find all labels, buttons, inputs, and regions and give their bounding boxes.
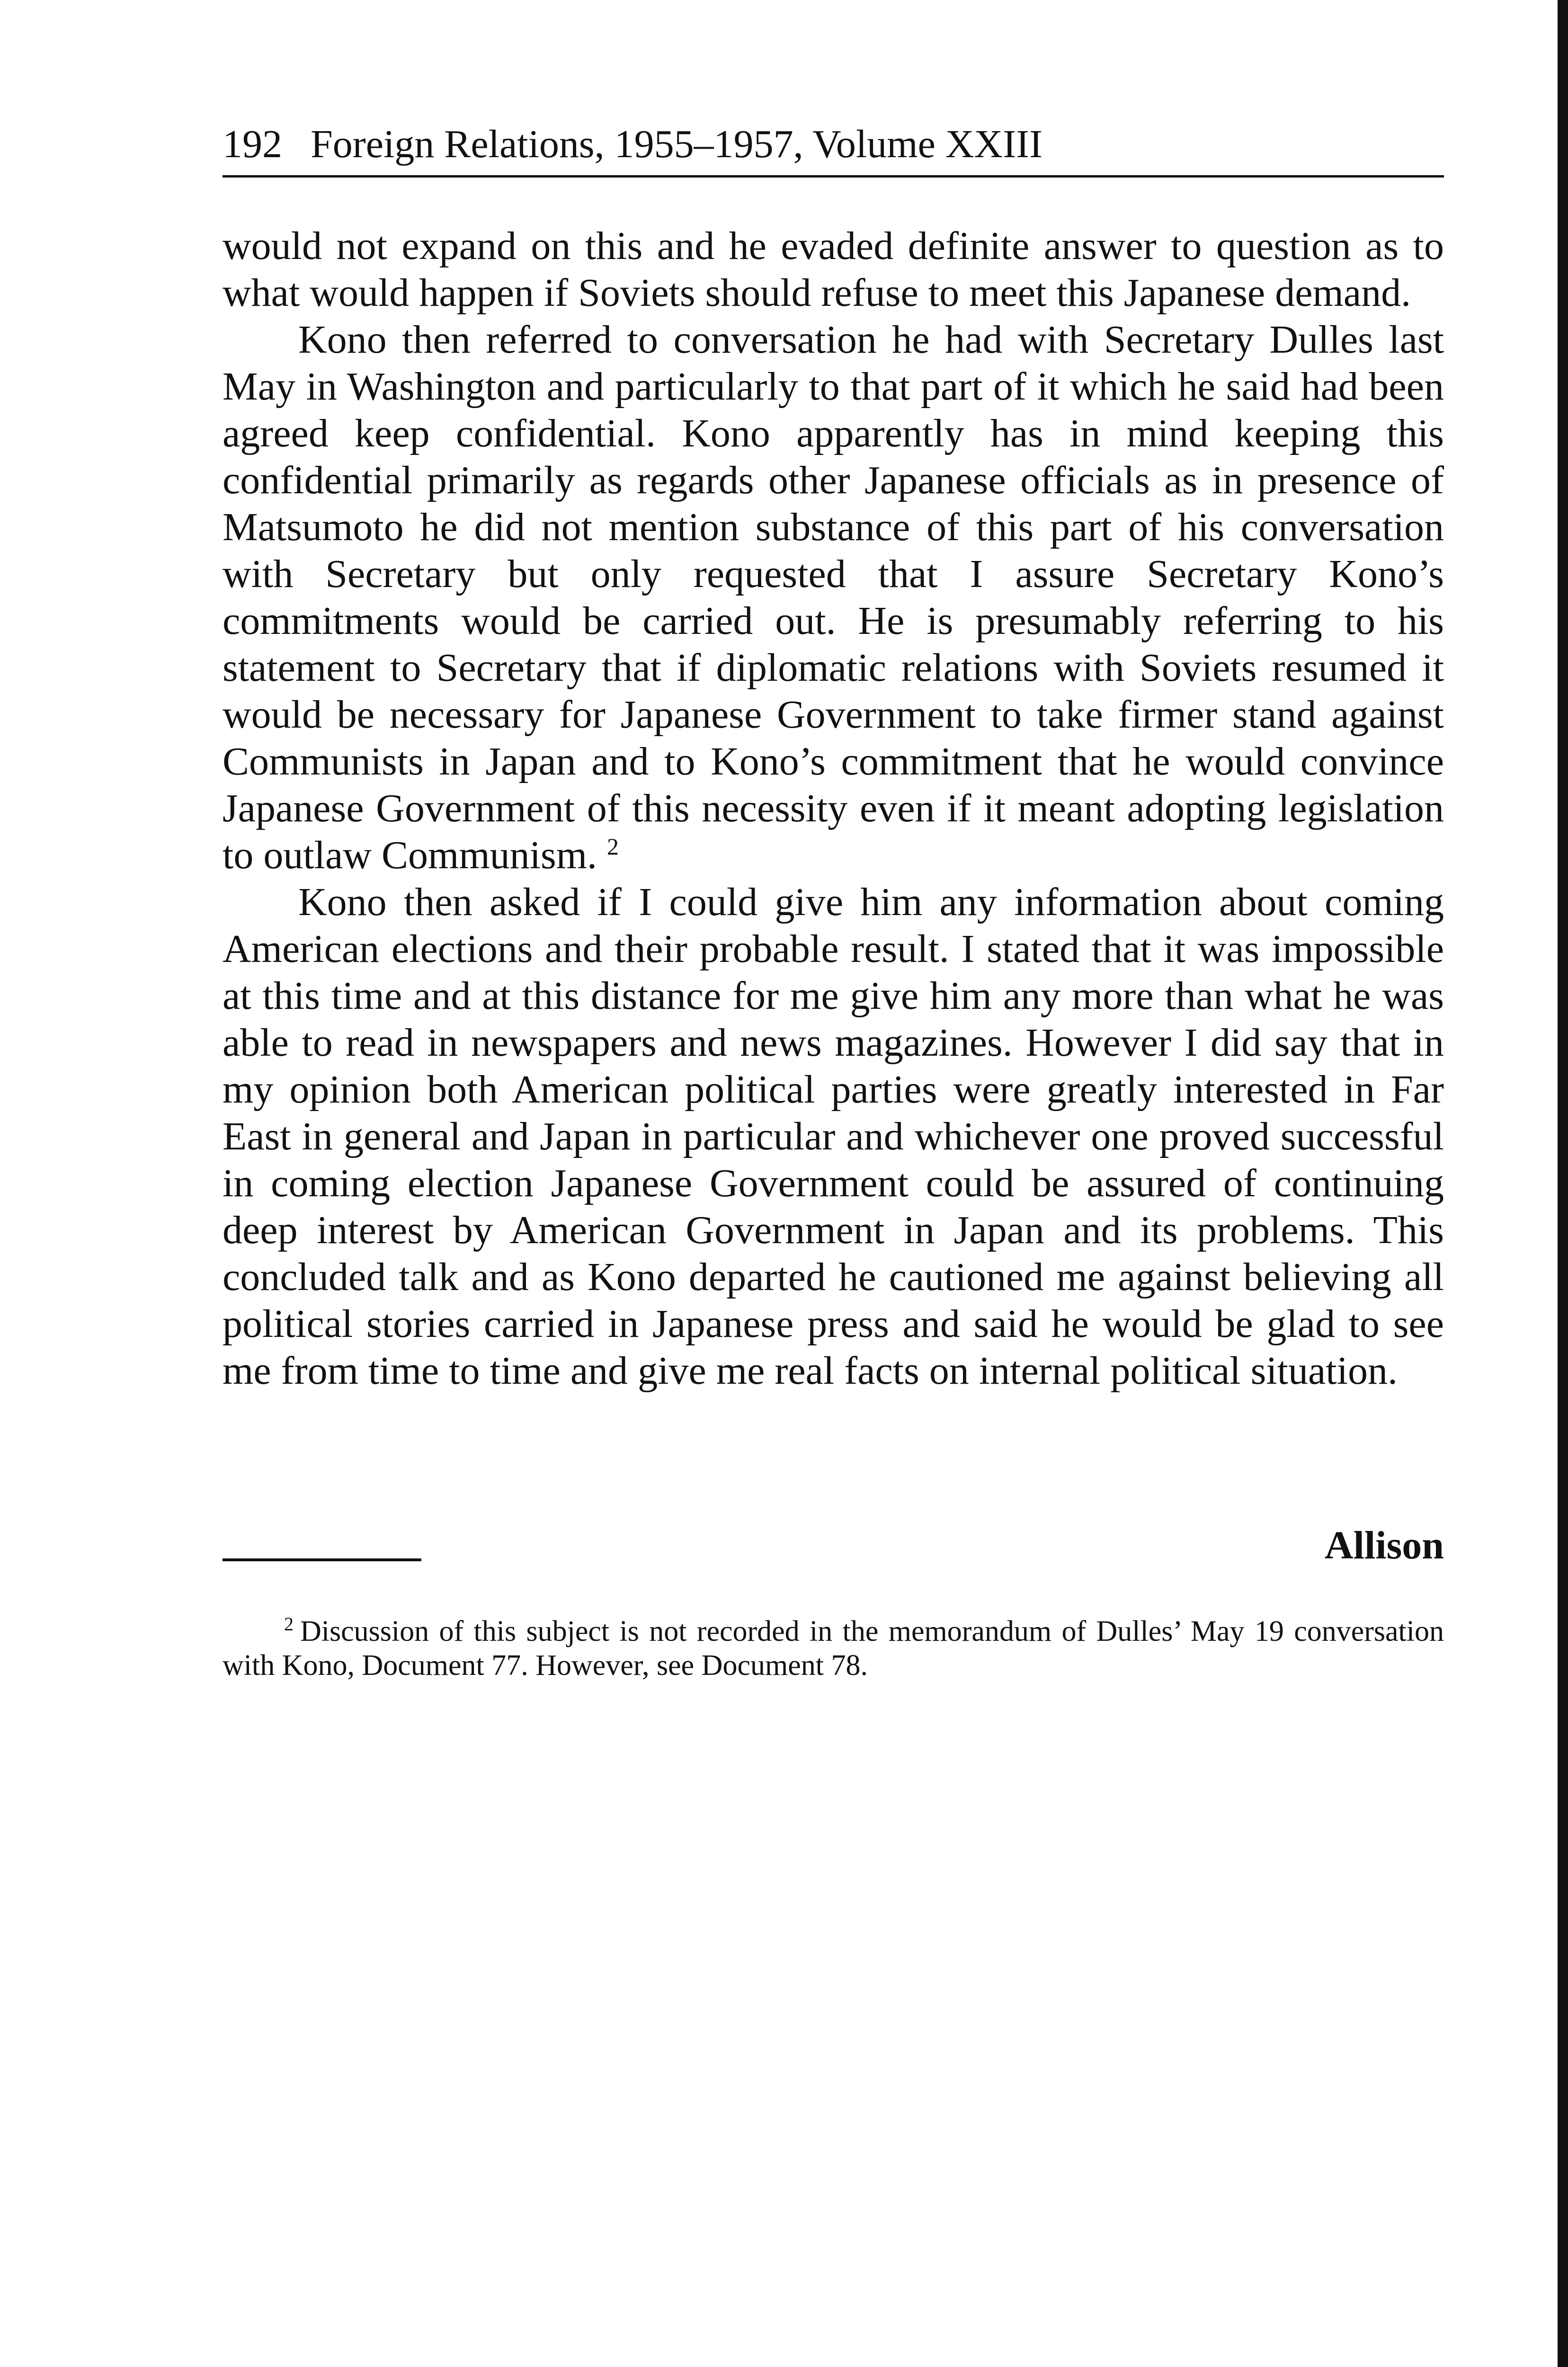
signature: Allison	[1324, 1523, 1444, 1567]
page-number: 192	[223, 122, 282, 166]
footnote-marker: 2	[284, 1613, 294, 1635]
body-text	[223, 222, 1444, 1394]
paragraph-3: Kono then asked if I could give him any information about coming American elections and their probable result. I stated that it was impossible at this time and at this distance for me give him any more than what he was able to read in newspapers and news magazines. However I did say that in my opinion both American political parties were greatly interested in Far East in general and Japan in particular and whichever one proved successful in coming election Japanese Government could be assured of continuing deep interest by American Government in Japan and its problems. This concluded talk and as Kono departed he cautioned me against believing all political stories carried in Japanese press and said he would be glad to see me from time to time and give me real facts on internal political situation.	[223, 880, 1444, 1393]
footnote	[223, 1614, 1444, 1682]
scan-edge-shadow	[1558, 0, 1568, 2367]
paragraph-1: would not expand on this and he evaded definite answer to question as to what would happen if Soviets should refuse to meet this Japanese demand.	[223, 224, 1444, 315]
paragraph-2	[223, 316, 1444, 879]
footnote-reference[interactable]: 2	[607, 833, 619, 860]
running-header	[223, 118, 1444, 178]
paragraph-2-text: Kono then referred to conversation he had with Secretary Dulles last May in Washington and particularly to that part of it which he said had been agreed keep confidential. Kono apparently has in mind keeping this confidential primarily as regards other Japanese officials as in presence of Matsumoto he did not mention substance of this part of his conversation with Secretary but only requested that I assure Secretary Kono’s commitments would be carried out. He is presumably referring to his statement to Secretary that if diplomatic relations with Soviets resumed it would be necessary for Japanese Government to take firmer stand against Communists in Japan and to Kono’s commitment that he would convince Japanese Government of this necessity even if it meant adopting legislation to outlaw Communism.	[223, 318, 1444, 877]
footnote-text: Discussion of this subject is not recorded in the memorandum of Dulles’ May 19 conversation with Kono, Document 77. However, see Document 78.	[223, 1615, 1444, 1682]
footnote-divider	[223, 1558, 421, 1561]
running-title: Foreign Relations, 1955–1957, Volume XXIII	[311, 122, 1043, 166]
